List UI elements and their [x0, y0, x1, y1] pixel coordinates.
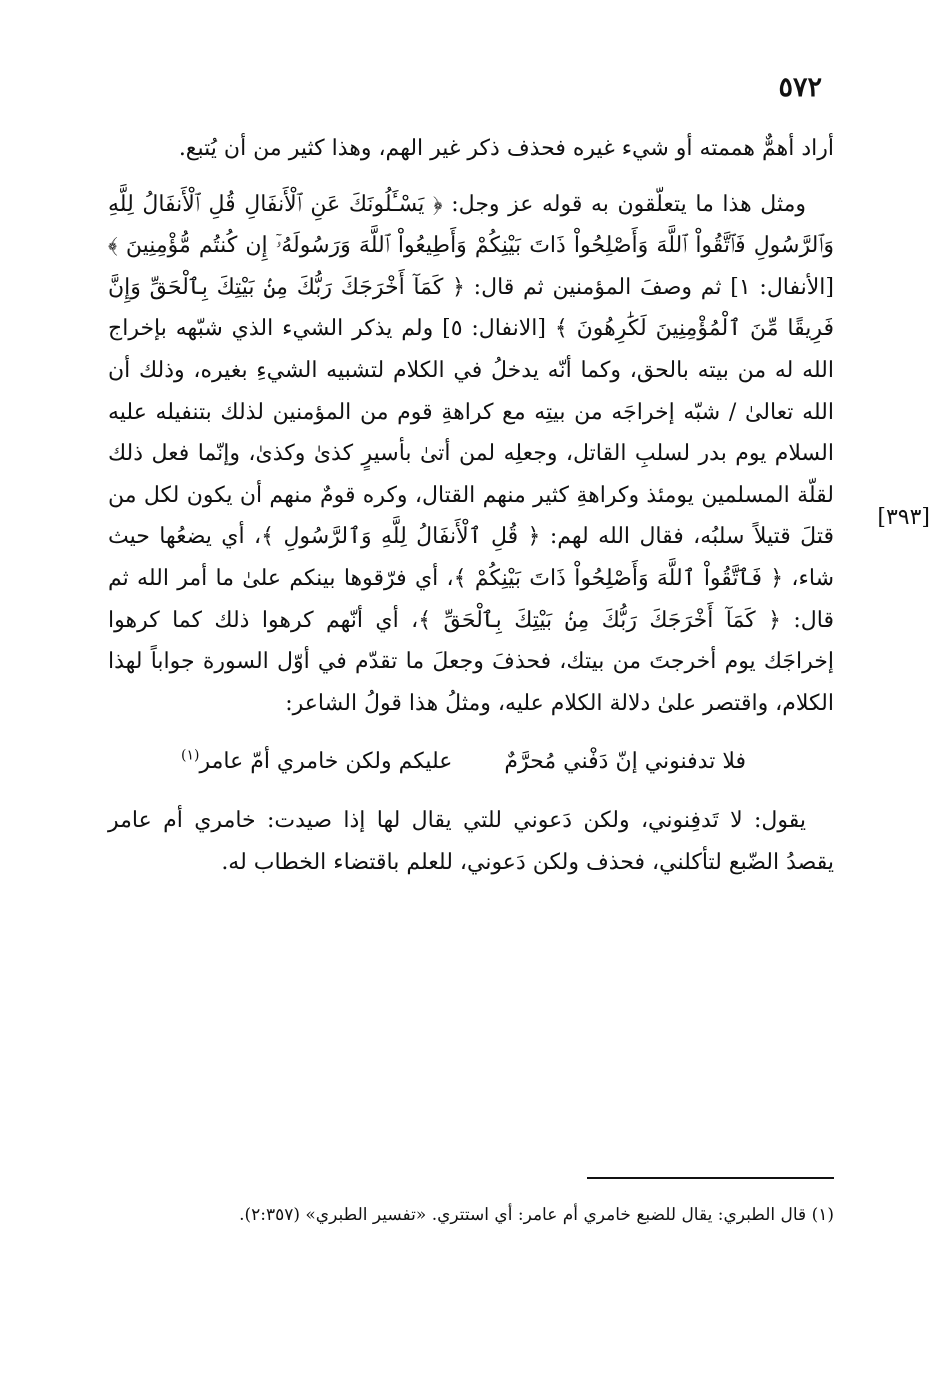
- footnote-reference: (١): [180, 747, 200, 764]
- page-number: ٥٧٢: [778, 72, 822, 103]
- paragraph-continuation: أراد أهمٌّ هممته أو شيء غيره فحذف ذكر غير الهم، وهذا كثير من أن يُتبع.: [178, 136, 834, 161]
- verse-second-hemistich-wrap: [181, 742, 452, 782]
- paragraph-gap: [108, 170, 834, 184]
- verse-second-hemistich: عليكم ولكن خامري أمّ عامر: [199, 749, 453, 775]
- side-marker: [٣٩٣]: [877, 505, 930, 530]
- main-text: [108, 128, 834, 884]
- verse-gap-bottom: [108, 782, 834, 800]
- poetry-verse: [108, 742, 834, 782]
- footnote: (١) قال الطبري: يقال للضبع خامري أم عامر: أي استتري. «تفسير الطبري» (٢:٣٥٧).: [239, 1205, 834, 1225]
- footnote-separator: [587, 1177, 834, 1179]
- verse-gap-top: [108, 724, 834, 742]
- paragraph-explanation: يقول: لا تَدفِنوني، ولكن دَعوني للتي يقال لها إذا صيدت: خامري أم عامر يقصدُ الضّبع لتأكلني، فحذف ولكن دَعوني، للعلم باقتضاء الخطاب له.: [108, 808, 834, 875]
- verse-first-hemistich: فلا تدفنوني إنّ دَفْني مُحرَّمٌ: [504, 749, 746, 775]
- paragraph-main: ومثل هذا ما يتعلّقون به قوله عز وجل: ﴿ يَسْـَٔلُونَكَ عَنِ ٱلْأَنفَالِ قُلِ ٱلْأَنفَالُ لِلَّهِ وَٱلرَّسُولِ فَٱتَّقُواْ ٱللَّهَ وَأَصْلِحُواْ ذَاتَ بَيْنِكُمْ وَأَطِيعُواْ ٱللَّهَ وَرَسُولَهُۥٓ إِن كُنتُم مُّؤْمِنِينَ ﴾ [الأنفال: ١] ثم وصفَ المؤمنين ثم قال: ﴿ كَمَآ أَخْرَجَكَ رَبُّكَ مِنۢ بَيْتِكَ بِٱلْحَقِّ وَإِنَّ فَرِيقًا مِّنَ ٱلْمُؤْمِنِينَ لَكَٰرِهُونَ ﴾ [الانفال: ٥] ولم يذكر الشيء الذي شبّهه بإخراج الله له من بيته بالحق، وكما أنّه يدخلُ في الكلام لتشبيه الشيءِ بغيره، وذلك أن الله تعالىٰ / شبّه إخراجَه من بيتِه مع كراهةِ قوم من المؤمنين لذلك بتنفيله عليه السلام يوم بدر لسلبِ القاتل، وجعلِه لمن أتىٰ بأسيرٍ كذىٰ وكذىٰ، وإنّما فعل ذلك لقلّة المسلمين يومئذ وكراهةِ كثير منهم القتال، وكره قومٌ منهم أن يكون لكل من قتلَ قتيلاً سلبُه، فقال الله لهم: ﴿ قُلِ ٱلْأَنفَالُ لِلَّهِ وَٱلرَّسُولِ ﴾، أي يضعُها حيث شاء، ﴿ فَٱتَّقُواْ ٱللَّهَ وَأَصْلِحُواْ ذَاتَ بَيْنِكُمْ ﴾، أي فرّقوها بينكم علىٰ ما أمر الله ثم قال: ﴿ كَمَآ أَخْرَجَكَ رَبُّكَ مِنۢ بَيْتِكَ بِٱلْحَقِّ ﴾، أي أنّهم كرهوا ذلك كما كرهوا إخراجَك يوم أخرجتَ من بيتك، فحذفَ وجعلَ ما تقدّم في أوّل السورة جواباً لهذا الكلام، واقتصر علىٰ دلالة الكلام عليه، ومثلُ هذا قولُ الشاعر:: [108, 191, 834, 716]
